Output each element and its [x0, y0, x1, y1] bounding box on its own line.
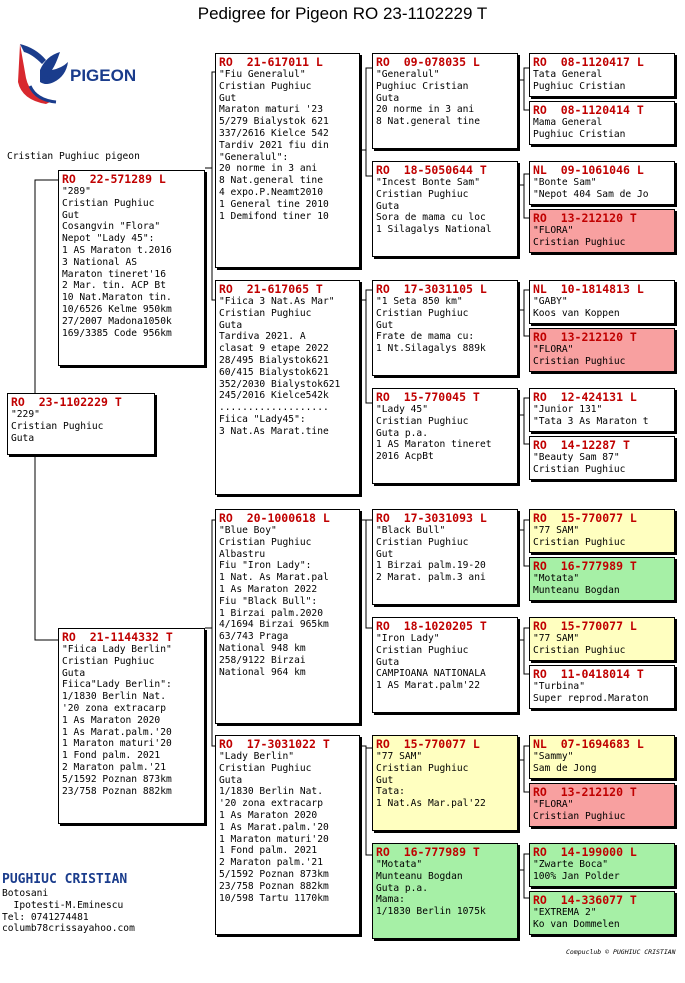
pigeon-info-line: Guta: [219, 774, 243, 786]
ring-number: RO 21-617011 L: [219, 55, 323, 69]
breeder-address: Ipotesti-M.Eminescu: [2, 899, 124, 911]
pigeon-info-line: 2016 AcpBt: [376, 451, 434, 463]
pigeon-card-sd[interactable]: [215, 280, 360, 495]
pigeon-info-line: "77 SAM": [533, 525, 580, 536]
pigeon-info-line: 100% Jan Polder: [533, 870, 620, 882]
pigeon-card-dds[interactable]: [372, 735, 518, 831]
ring-number: RO 12-424131 L: [533, 390, 637, 404]
pigeon-info-line: Cristian Pughiuc: [533, 463, 626, 475]
ring-number: RO 17-3031022 T: [219, 737, 330, 751]
pigeon-info-line: 8 Nat.general tine: [219, 175, 323, 187]
pigeon-info-line: Tata:: [376, 786, 405, 798]
pigeon-card-sire[interactable]: [58, 170, 205, 366]
pigeon-info-line: Cristian Pughiuc: [219, 762, 312, 774]
ring-number: RO 17-3031093 L: [376, 511, 487, 525]
pigeon-info-line: 60/415 Bialystok621: [219, 366, 329, 378]
pigeon-card-ddsd[interactable]: [529, 783, 675, 827]
pigeon-info-line: 5/1592 Poznan 873km: [62, 773, 172, 785]
ring-number: RO 11-0418014 T: [533, 667, 644, 681]
pigeon-info-line: "1 Seta 850 km": [376, 296, 463, 307]
pigeon-card-dsss[interactable]: [529, 509, 675, 553]
pigeon-info-line: "Iron Lady": [376, 633, 440, 644]
ring-number: RO 08-1120417 L: [533, 55, 644, 69]
pigeon-info-line: 5/279 Bialystok 621: [219, 116, 329, 128]
pigeon-info-line: "Lady Berlin": [219, 751, 295, 762]
pigeon-card-ssdd[interactable]: [529, 209, 675, 253]
pigeon-info-line: Cristian Pughiuc: [62, 197, 155, 209]
pigeon-info-line: 1 Nt.Silagalys 889k: [376, 343, 486, 355]
pigeon-info-line: 20 norme in 3 ani: [219, 163, 318, 175]
pigeon-info-line: 4 expo.P.Neamt2010: [219, 186, 323, 198]
pigeon-info-line: 1 General tine 2010: [219, 198, 329, 210]
pigeon-info-line: 1 Maraton maturi'20: [62, 738, 172, 750]
pigeon-info-line: Fiu "Black Bull":: [219, 595, 318, 607]
pigeon-info-line: Cristian Pughiuc: [376, 188, 469, 200]
pigeon-info-line: 1 Birzai palm.19-20: [376, 560, 486, 572]
ring-number: RO 13-212120 T: [533, 330, 637, 344]
pigeon-card-sds[interactable]: [372, 280, 518, 376]
ring-number: NL 09-1061046 L: [533, 163, 644, 177]
pigeon-info-line: "Lady 45": [376, 404, 428, 415]
pigeon-info-line: 1 AS Marat.palm'22: [376, 680, 480, 692]
pigeon-info-line: Guta: [376, 200, 400, 212]
pigeon-info-line: 1 Nat. As Marat.pal: [219, 572, 329, 584]
pigeon-info-line: "Sammy": [533, 751, 574, 762]
pigeon-info-line: Pughiuc Cristian: [376, 80, 469, 92]
pigeon-info-line: Albastru: [219, 548, 266, 560]
ring-number: RO 23-1102229 T: [11, 395, 122, 409]
pigeon-info-line: 1 As Marat.palm.'20: [62, 726, 172, 738]
pigeon-info-line: Nepot "Lady 45":: [62, 233, 155, 245]
pigeon-info-line: clasat 9 etape 2022: [219, 343, 329, 355]
pigeon-info-line: Guta: [219, 319, 243, 331]
pigeon-card-sssd[interactable]: [529, 101, 675, 145]
pigeon-info-line: 27/2007 Madona1050k: [62, 315, 172, 327]
pigeon-info-line: "GABY": [533, 296, 568, 307]
pigeon-info-line: Gut: [376, 548, 394, 560]
pigeon-info-line: "Zwarte Boca": [533, 859, 609, 870]
pigeon-info-line: Sora de mama cu loc: [376, 212, 486, 224]
pigeon-info-line: ...................: [219, 402, 329, 414]
pigeon-info-line: Cristian Pughiuc: [533, 536, 626, 548]
pigeon-info-line: "Turbina": [533, 681, 585, 692]
pigeon-info-line: 1 As Maraton 2020: [219, 809, 318, 821]
pigeon-info-line: 1 As Maraton 2020: [62, 714, 161, 726]
pigeon-info-line: Cosangvin "Flora": [62, 221, 161, 233]
pigeon-info-line: 1 As Marat.palm.'20: [219, 821, 329, 833]
pigeon-info-line: National 948 km: [219, 642, 306, 654]
pigeon-info-line: Guta p.a.: [376, 427, 428, 439]
pigeon-info-line: Ko van Dommelen: [533, 918, 620, 930]
ring-number: RO 18-1020205 T: [376, 619, 487, 633]
pigeon-info-line: "Blue Boy": [219, 525, 277, 536]
pigeon-info-line: 10/598 Tartu 1170km: [219, 892, 329, 904]
pigeon-info-line: Cristian Pughiuc: [62, 655, 155, 667]
pigeon-info-line: Guta: [376, 656, 400, 668]
ring-number: RO 17-3031105 L: [376, 282, 487, 296]
pigeon-info-line: "Bonte Sam": [533, 177, 597, 188]
ring-number: RO 09-078035 L: [376, 55, 480, 69]
pigeon-info-line: 10 Nat.Maraton tin.: [62, 292, 172, 304]
pigeon-card-ssd[interactable]: [372, 161, 518, 257]
pigeon-info-line: 169/3385 Code 956km: [62, 327, 172, 339]
pigeon-info-line: "FLORA": [533, 225, 574, 236]
pigeon-info-line: Cristian Pughiuc: [219, 80, 312, 92]
ring-number: RO 15-770077 L: [376, 737, 480, 751]
pigeon-card-dddd[interactable]: [529, 891, 675, 935]
pigeon-info-line: Mama:: [376, 894, 405, 906]
pigeon-info-line: "Nepot 404 Sam de Jo: [533, 188, 649, 200]
pigeon-info-line: "Fiu Generalul": [219, 69, 306, 80]
pigeon-info-line: "FLORA": [533, 799, 574, 810]
ring-number: RO 18-5050644 T: [376, 163, 487, 177]
ring-number: NL 10-1814813 L: [533, 282, 644, 296]
pigeon-info-line: 1 AS Maraton t.2016: [62, 244, 172, 256]
pigeon-info-line: 258/9122 Birzai: [219, 654, 306, 666]
pigeon-card-dam[interactable]: [58, 628, 205, 824]
pigeon-info-line: 2 Marat. palm.3 ani: [376, 572, 486, 584]
page-title: Pedigree for Pigeon RO 23-1102229 T: [197, 4, 488, 23]
pigeon-info-line: "Motata": [533, 573, 580, 584]
pigeon-card-subject[interactable]: [7, 393, 155, 455]
pigeon-info-line: Gut: [376, 319, 394, 331]
ring-number: RO 22-571289 L: [62, 172, 166, 186]
pigeon-info-line: 1 Fond palm. 2021: [62, 750, 161, 762]
pigeon-info-line: "EXTREMA 2": [533, 907, 597, 918]
pigeon-info-line: '20 zona extracarp: [62, 702, 166, 714]
pigeon-info-line: 63/743 Praga: [219, 631, 289, 643]
pigeon-info-line: 1 Maraton maturi'20: [219, 833, 329, 845]
pigeon-info-line: "Beauty Sam 87": [533, 452, 620, 463]
pigeon-info-line: 1/1830 Berlin 1075k: [376, 906, 486, 918]
pigeon-info-line: Munteanu Bogdan: [533, 584, 620, 596]
pigeon-info-line: CAMPIOANA NATIONALA: [376, 668, 486, 680]
pigeon-info-line: National 964 km: [219, 666, 306, 678]
pigeon-info-line: Maraton tineret'16: [62, 268, 166, 280]
pigeon-info-line: "Tata 3 As Maraton t: [533, 415, 649, 427]
pigeon-info-line: Cristian Pughiuc: [376, 307, 469, 319]
breeder-city: Botosani: [2, 888, 49, 899]
pigeon-info-line: "77 SAM": [376, 751, 423, 762]
pigeon-info-line: 4/1694 Birzai 965km: [219, 619, 329, 631]
pigeon-info-line: Guta: [62, 667, 86, 679]
pigeon-info-line: 1/1830 Berlin Nat.: [219, 786, 323, 798]
logo-text: PIGEON: [70, 66, 137, 85]
pigeon-info-line: 1 As Maraton 2022: [219, 583, 318, 595]
pigeon-info-line: Cristian Pughiuc: [219, 536, 312, 548]
pigeon-info-line: 8 Nat.general tine: [376, 116, 480, 128]
pigeon-info-line: 3 Nat.As Marat.tine: [219, 425, 329, 437]
pigeon-info-line: Tardiv 2021 fiu din: [219, 139, 329, 151]
pigeon-info-line: Maraton maturi '23: [219, 104, 323, 116]
ring-number: RO 14-336077 T: [533, 893, 637, 907]
pigeon-info-line: "Incest Bonte Sam": [376, 177, 480, 188]
ring-number: RO 14-12287 T: [533, 438, 630, 452]
pigeon-info-line: Cristian Pughiuc: [376, 762, 469, 774]
pigeon-info-line: Gut: [376, 774, 394, 786]
pigeon-info-line: Guta p.a.: [376, 882, 428, 894]
pigeon-info-line: "Generalul": [376, 69, 440, 80]
pigeon-info-line: Pughiuc Cristian: [533, 128, 626, 140]
pigeon-info-line: 3 National AS: [62, 256, 138, 268]
pigeon-info-line: "Fiica Lady Berlin": [62, 644, 172, 655]
pigeon-card-dd[interactable]: [215, 735, 360, 935]
pigeon-info-line: 20 norme in 3 ani: [376, 104, 475, 116]
pigeon-info-line: 337/2616 Kielce 542: [219, 127, 329, 139]
footer-credit: Compuclub © PUGHIUC CRISTIAN: [566, 948, 676, 956]
pigeon-info-line: 1/1830 Berlin Nat.: [62, 691, 166, 703]
ring-number: RO 15-770077 L: [533, 511, 637, 525]
pigeon-card-ddds[interactable]: [529, 843, 675, 887]
ring-number: RO 13-212120 T: [533, 211, 637, 225]
pigeon-info-line: 2 Maraton palm.'21: [62, 761, 166, 773]
pigeon-card-sdds[interactable]: [529, 388, 675, 432]
pigeon-info-line: 1 Demifond tiner 10: [219, 210, 329, 222]
ring-number: NL 07-1694683 L: [533, 737, 644, 751]
pigeon-info-line: Guta: [376, 92, 400, 104]
pigeon-info-line: 1 AS Maraton tineret: [376, 439, 492, 451]
pigeon-info-line: 28/495 Bialystok621: [219, 354, 329, 366]
pigeon-info-line: Koos van Koppen: [533, 307, 620, 319]
pigeon-info-line: Cristian Pughiuc: [533, 810, 626, 822]
pigeon-card-ss[interactable]: [215, 53, 360, 268]
pigeon-card-dsds[interactable]: [529, 617, 675, 661]
pigeon-info-line: Fiica "Lady45":: [219, 413, 306, 425]
pigeon-info-line: Cristian Pughiuc: [533, 236, 626, 248]
ring-number: RO 21-1144332 T: [62, 630, 173, 644]
pigeon-info-line: 1 Birzai palm.2020: [219, 607, 323, 619]
pigeon-info-line: 245/2016 Kielce542k: [219, 390, 329, 402]
ring-number: RO 20-1000618 L: [219, 511, 330, 525]
pigeon-info-line: "Black Bull": [376, 525, 446, 536]
pigeon-card-dsd[interactable]: [372, 617, 518, 713]
ring-number: RO 21-617065 T: [219, 282, 323, 296]
pigeon-card-ds[interactable]: [215, 509, 360, 724]
pigeon-info-line: Cristian Pughiuc: [533, 644, 626, 656]
pigeon-info-line: "FLORA": [533, 344, 574, 355]
pigeon-info-line: "289": [62, 186, 91, 197]
pigeon-info-line: Cristian Pughiuc: [11, 420, 104, 432]
pigeon-info-line: Super reprod.Maraton: [533, 692, 649, 704]
ring-number: RO 13-212120 T: [533, 785, 637, 799]
pigeon-info-line: Pughiuc Cristian: [533, 80, 626, 92]
owner-caption: Cristian Pughiuc pigeon: [7, 151, 140, 162]
pigeon-info-line: 1 Silagalys National: [376, 224, 492, 236]
breeder-phone: Tel: 0741274481: [2, 911, 89, 923]
pigeon-info-line: "Fiica 3 Nat.As Mar": [219, 296, 335, 307]
ring-number: RO 14-199000 L: [533, 845, 637, 859]
ring-number: RO 15-770045 T: [376, 390, 480, 404]
pigeon-info-line: Tata General: [533, 69, 603, 80]
pigeon-info-line: Cristian Pughiuc: [376, 536, 469, 548]
pigeon-card-dssd[interactable]: [529, 557, 675, 601]
breeder-info: [2, 872, 135, 935]
pigeon-card-sdsd[interactable]: [529, 328, 675, 372]
pigeon-info-line: Fiu "Iron Lady":: [219, 560, 312, 572]
pigeon-info-line: Gut: [219, 92, 237, 104]
pigeon-info-line: 2 Mar. tin. ACP Bt: [62, 280, 166, 292]
pigeon-info-line: Munteanu Bogdan: [376, 870, 463, 882]
pigeon-info-line: Cristian Pughiuc: [533, 355, 626, 367]
pigeon-info-line: Fiica"Lady Berlin":: [62, 679, 172, 691]
pigeon-card-sdd[interactable]: [372, 388, 518, 484]
ring-number: RO 08-1120414 T: [533, 103, 644, 117]
breeder-name: PUGHIUC CRISTIAN: [2, 872, 128, 887]
pigeon-info-line: Tardiva 2021. A: [219, 331, 306, 343]
pigeon-card-ssds[interactable]: [529, 161, 675, 205]
ring-number: RO 15-770077 L: [533, 619, 637, 633]
pigeon-info-line: Sam de Jong: [533, 762, 597, 774]
pigeon-card-dss[interactable]: [372, 509, 518, 605]
pigeon-info-line: Cristian Pughiuc: [376, 415, 469, 427]
pigeon-info-line: 2 Maraton palm.'21: [219, 857, 323, 869]
pigeon-card-sdss[interactable]: [529, 280, 675, 324]
pigeon-info-line: Guta: [11, 432, 35, 444]
pigeon-info-line: Frate de mama cu:: [376, 331, 475, 343]
pigeon-info-line: Cristian Pughiuc: [376, 644, 469, 656]
pigeon-card-ssss[interactable]: [529, 53, 675, 97]
ring-number: RO 16-777989 T: [376, 845, 480, 859]
pigeon-card-sddd[interactable]: [529, 436, 675, 480]
pigeon-info-line: 10/6526 Kelme 950km: [62, 303, 172, 315]
pigeon-info-line: Cristian Pughiuc: [219, 307, 312, 319]
pigeon-info-line: "229": [11, 409, 40, 420]
pigeon-card-dsdd[interactable]: [529, 665, 675, 709]
pigeon-info-line: 1 Fond palm. 2021: [219, 845, 318, 857]
pigeon-info-line: Gut: [62, 209, 80, 221]
pigeon-info-line: 352/2030 Bialystok621: [219, 378, 341, 390]
breeder-email: columb78crissayahoo.com: [2, 923, 135, 935]
ring-number: RO 16-777989 T: [533, 559, 637, 573]
pigeon-info-line: 5/1592 Poznan 873km: [219, 868, 329, 880]
pigeon-info-line: "Generalul":: [219, 151, 289, 163]
pigeon-info-line: Mama General: [533, 117, 603, 128]
pigeon-info-line: "Junior 131": [533, 404, 603, 415]
pigeon-info-line: 1 Nat.As Mar.pal'22: [376, 798, 486, 810]
pigeon-card-sss[interactable]: [372, 53, 518, 149]
pigeon-info-line: 23/758 Poznan 882km: [62, 785, 172, 797]
pigeon-info-line: "77 SAM": [533, 633, 580, 644]
pigeon-info-line: 23/758 Poznan 882km: [219, 880, 329, 892]
pigeon-info-line: "Motata": [376, 859, 423, 870]
pigeon-info-line: '20 zona extracarp: [219, 798, 323, 810]
pigeon-card-ddss[interactable]: [529, 735, 675, 779]
pigeon-card-ddd[interactable]: [372, 843, 518, 939]
